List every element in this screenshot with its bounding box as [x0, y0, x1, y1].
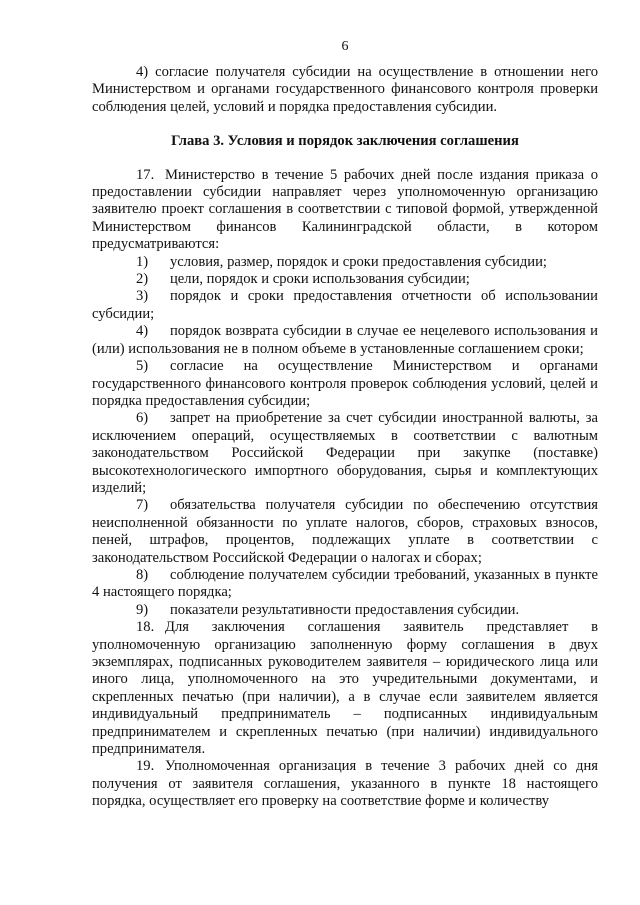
subitem-number: 9) [136, 601, 149, 618]
subitem [92, 358, 598, 410]
subitem-number: 8) [136, 566, 149, 583]
paragraph-17-text: Министерство в течение 5 рабочих дней после издания приказа о предоставлении субсидии направляет через уполномоченную организацию заявителю проект соглашения в соответствии с типовой формой, утвержденной Министерством финансов Калининградской области, в котором предусматриваются: [92, 166, 598, 253]
subitem [92, 602, 598, 619]
paragraph-17 [92, 167, 598, 254]
subitem-text: обязательства получателя субсидии по обеспечению отсутствия неисполненной обязанности по уплате налогов, сборов, страховых взносов, пеней, штрафов, процентов, подлежащих уплате в соответствии с законодательством Российской Федерации о налогах и сборах; [92, 497, 598, 566]
paragraph-18 [92, 619, 598, 758]
paragraph-18-number: 18. [136, 619, 155, 636]
subitem-number: 3) [136, 288, 149, 305]
subitem-text: показатели результативности предоставления субсидии. [170, 601, 520, 618]
subitem-text: порядок и сроки предоставления отчетности об использовании субсидии; [92, 288, 598, 322]
subitem [92, 497, 598, 567]
document-text [92, 64, 598, 811]
subitem [92, 323, 598, 358]
subitem-number: 1) [136, 253, 149, 270]
paragraph-18-text: Для заключения соглашения заявитель представляет в уполномоченную организацию заполненную форму соглашения в двух экземплярах, подписанных руководителем заявителя – юридического лица или иного лица, уполномоченного на это учредительными документами, и скрепленных печатью (при наличии), а в случае если заявителем является индивидуальный предприниматель – подписанных индивидуальным предпринимателем и скрепленных печатью (при наличии) индивидуального предпринимателя. [92, 619, 598, 758]
paragraph-19-text: Уполномоченная организация в течение 3 рабочих дней со дня получения от заявителя соглашения, указанного в пункте 18 настоящего порядка, осуществляет его проверку на соответствие форме и количеству [92, 758, 598, 810]
paragraph-17-number: 17. [136, 166, 155, 183]
intro-paragraph: 4) согласие получателя субсидии на осуществление в отношении него Министерством и органами государственного финансового контроля проверки соблюдения целей, условий и порядка предоставления субсидии. [92, 64, 598, 115]
subitem-number: 5) [136, 358, 149, 375]
subitem-text: условия, размер, порядок и сроки предоставления субсидии; [170, 253, 547, 270]
page-number: 6 [341, 39, 349, 54]
subitem-text: цели, порядок и сроки использования субсидии; [170, 271, 470, 288]
subitem-number: 7) [136, 497, 149, 514]
paragraph-19-number: 19. [136, 758, 155, 775]
subitem [92, 567, 598, 602]
subitem-number: 2) [136, 271, 149, 288]
subitem-text: соблюдение получателем субсидии требований, указанных в пункте 4 настоящего порядка; [92, 566, 598, 601]
subitem-text: запрет на приобретение за счет субсидии иностранной валюты, за исключением операций, осуществляемых в соответствии с валютным законодательством Российской Федерации при закупке (поставке) высокотехнологического импортного оборудования, сырья и комплектующих изделий; [92, 410, 598, 496]
paragraph-19 [92, 758, 598, 810]
subitem-text: порядок возврата субсидии в случае ее нецелевого использования и (или) использования не в полном объеме в установленные соглашением сроки; [92, 323, 598, 357]
chapter-title: Глава 3. Условия и порядок заключения соглашения [171, 133, 519, 150]
subitem [92, 410, 598, 497]
subitem-number: 4) [136, 323, 149, 340]
subitem [92, 254, 598, 271]
subitem [92, 288, 598, 323]
subitem-text: согласие на осуществление Министерством и органами государственного финансового контроля проверок соблюдения условий, целей и порядка предоставления субсидии; [92, 358, 598, 409]
subitem-number: 6) [136, 410, 149, 427]
subitem [92, 271, 598, 288]
